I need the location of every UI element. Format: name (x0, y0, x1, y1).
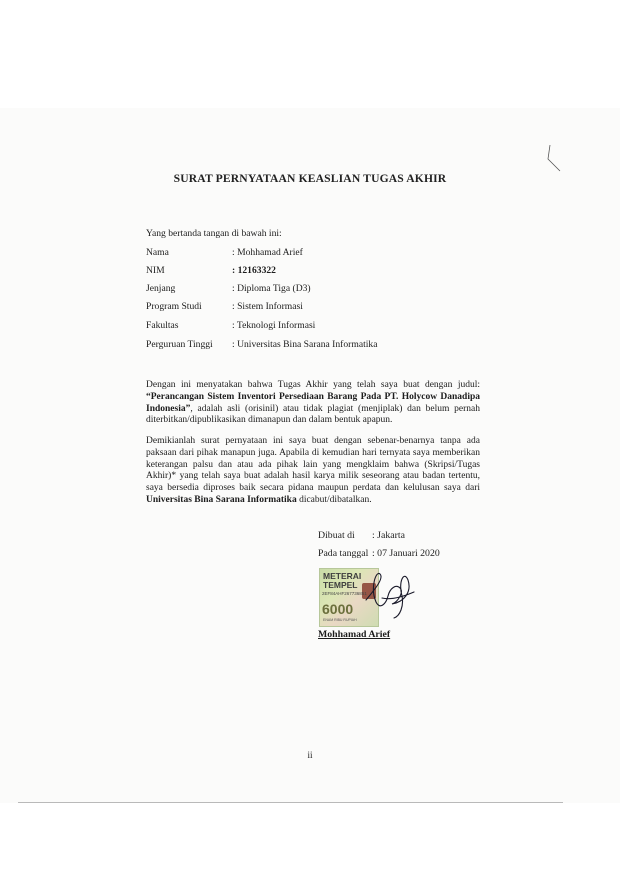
date-value: : 07 Januari 2020 (372, 548, 440, 559)
signer-name: Mohhamad Arief (318, 629, 391, 640)
handwritten-signature (352, 558, 422, 628)
intro-text: Yang bertanda tangan di bawah ini: (146, 228, 282, 239)
field-label-fakultas: Fakultas (146, 320, 179, 331)
stamp-line2: TEMPEL (323, 580, 358, 590)
page-number: ii (307, 750, 313, 760)
declaration-paragraph (146, 436, 480, 507)
field-value-fakultas: : Teknologi Informasi (232, 320, 316, 331)
place-value: : Jakarta (372, 530, 405, 541)
stamp-value: 6000 (322, 601, 354, 617)
date-label: Pada tanggal (318, 548, 369, 559)
field-value-nim: : 12163322 (232, 265, 276, 276)
statement-paragraph (146, 380, 480, 427)
place-label: Dibuat di (318, 530, 355, 541)
field-value-jenjang: : Diploma Tiga (D3) (232, 283, 311, 294)
stamp-serial: 2EF84AHF267736851 (322, 591, 367, 596)
paragraph2-tail: dicabut/dibatalkan. (296, 494, 372, 505)
field-label-jenjang: Jenjang (146, 283, 176, 294)
document-title: SURAT PERNYATAAN KEASLIAN TUGAS AKHIR (173, 172, 447, 185)
thesis-title: “Perancangan Sistem Inventori Persediaan Barang Pada PT. Holycow Danadipa Indonesia” (146, 391, 480, 414)
field-label-nim: NIM (146, 265, 165, 276)
stamp-tag: ENAM RIBU RUPIAH (323, 618, 357, 622)
stamp-line1: METERAI (323, 571, 362, 581)
paragraph2-text: Demikianlah surat pernyataan ini saya buat dengan sebenar-benarnya tanpa ada paksaan dari pihak manapun juga. Apabila di kemudian hari ternyata saya memberikan keterangan palsu dan atau ada pihak lain yang mengklaim bahwa (Skripsi/Tugas Akhir)* yang telah saya buat adalah hasil karya milik seseorang atau badan tertentu, saya bersedia diproses baik secara pidana maupun perdata dan kelulusan saya dari (146, 436, 480, 494)
field-label-nama: Nama (146, 247, 169, 258)
field-value-nama: : Mohhamad Arief (232, 247, 303, 258)
field-value-perguruan-tinggi: : Universitas Bina Sarana Informatika (232, 339, 378, 350)
field-label-perguruan-tinggi: Perguruan Tinggi (146, 339, 213, 350)
page-edge-line (18, 802, 563, 803)
paragraph1-tail: , adalah asli (orisinil) atau tidak plagiat (menjiplak) dan belum pernah diterbitkan/dipublikasikan dimanapun dan dalam bentuk apapun. (146, 403, 480, 426)
scan-mark-icon (536, 143, 566, 175)
university-name: Universitas Bina Sarana Informatika (146, 494, 297, 505)
field-value-program-studi: : Sistem Informasi (232, 301, 303, 312)
paragraph1-text: Dengan ini menyatakan bahwa Tugas Akhir yang telah saya buat dengan judul: (146, 380, 480, 390)
field-label-program-studi: Program Studi (146, 301, 202, 312)
